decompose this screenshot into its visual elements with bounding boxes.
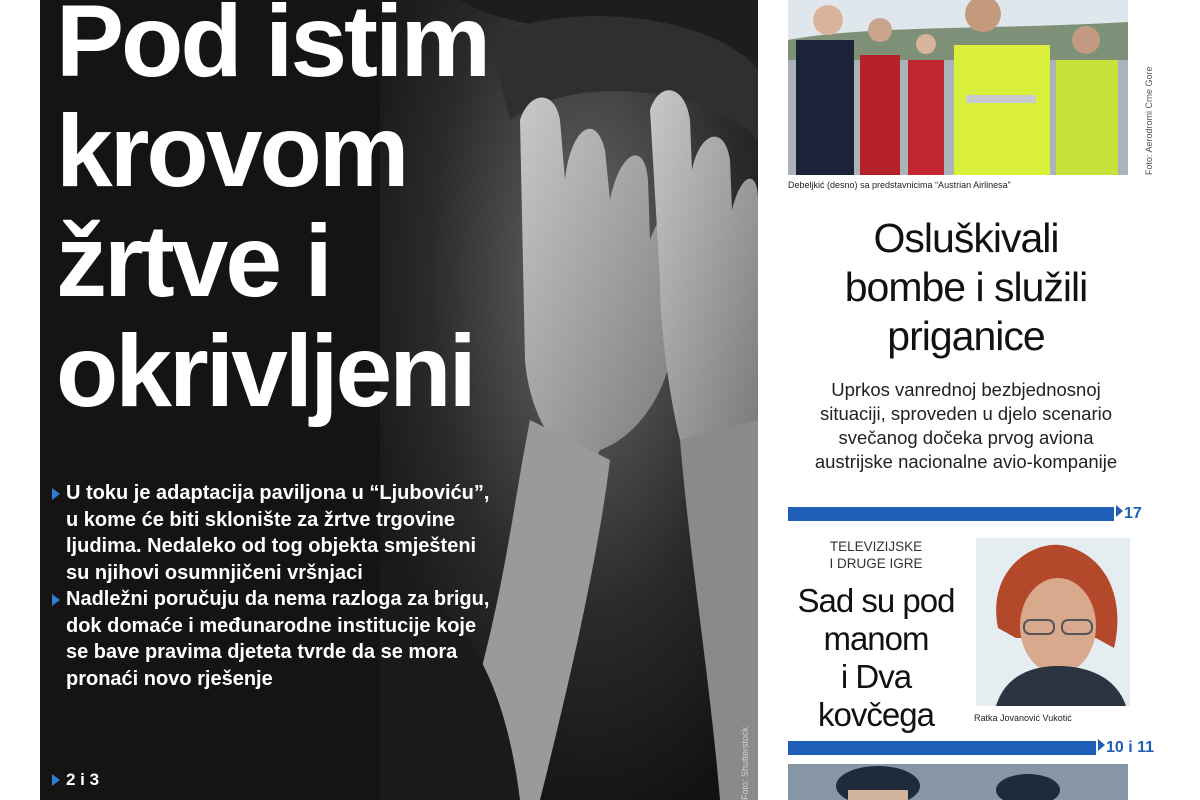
headline-line: Pod istim (56, 0, 489, 98)
airline-story-title[interactable] (786, 214, 1146, 361)
lead-line: austrijske nacionalne avio-kompanije (814, 451, 1118, 472)
tv-story-kicker (786, 538, 966, 572)
portrait-photo (976, 538, 1130, 706)
tv-story-page-ref[interactable] (1098, 739, 1154, 757)
lead-line: situaciji, sproveden u djelo scenario (819, 403, 1113, 424)
title-line: Sad su pod (797, 582, 955, 619)
headline-line: krovom (56, 94, 407, 208)
airline-photo (788, 0, 1128, 175)
headline-line: okrivljeni (56, 314, 474, 428)
page-ref-text: 2 i 3 (66, 770, 100, 789)
page-ref-text: 17 (1124, 505, 1142, 522)
main-story-page-ref[interactable] (52, 770, 99, 790)
bullet-point (52, 586, 492, 692)
title-line: Osluškivali (873, 215, 1059, 261)
page-arrow-icon (1098, 739, 1105, 751)
title-line: kovčega (818, 696, 934, 733)
airline-photo-credit: Foto: Aerodromi Crne Gore (1144, 66, 1154, 175)
section-rule (788, 741, 1096, 755)
section-rule (788, 507, 1114, 521)
kicker-line: I DRUGE IGRE (829, 556, 923, 571)
bullet-arrow-icon (52, 594, 60, 606)
lead-line: svečanog dočeka prvog aviona (838, 427, 1094, 448)
main-story (40, 0, 758, 800)
title-line: bombe i služili (844, 264, 1088, 310)
lead-line: Uprkos vanrednoj bezbjednosnoj (831, 379, 1101, 400)
airline-story-lead (786, 378, 1146, 474)
title-line: manom (823, 620, 929, 657)
bottom-teaser-photo (788, 764, 1128, 800)
page-arrow-icon (52, 774, 60, 786)
airline-photo-caption: Debeljkić (desno) sa predstavnicima “Austrian Airlinesa” (788, 180, 1011, 190)
main-headline (56, 0, 488, 426)
photo-credit: Foto: Shutterstock (740, 726, 750, 800)
airline-page-ref[interactable] (1116, 505, 1142, 523)
portrait-caption: Ratka Jovanović Vukotić (974, 713, 1072, 723)
page-arrow-icon (1116, 505, 1123, 517)
page-ref-text: 10 i 11 (1106, 739, 1155, 756)
title-line: i Dva (840, 658, 912, 695)
bullet-arrow-icon (52, 488, 60, 500)
title-line: priganice (887, 313, 1045, 359)
main-story-bullets (52, 480, 492, 692)
bullet-text: U toku je adaptacija paviljona u “Ljuboviću”, u kome će biti sklonište za žrtve trgovine ljudima. Nedaleko od tog objekta smješteni su njihovi osumnjičeni vršnjaci (66, 482, 490, 584)
right-column (786, 0, 1160, 800)
bullet-point (52, 480, 492, 586)
headline-line: žrtve i (56, 204, 330, 318)
bullet-text: Nadležni poručuju da nema razloga za brigu, dok domaće i međunarodne institucije koje se bave pravima djeteta tvrde da se mora pronaći novo rješenje (66, 588, 490, 690)
tv-story-title[interactable] (786, 582, 966, 734)
kicker-line: TELEVIZIJSKE (829, 539, 923, 554)
